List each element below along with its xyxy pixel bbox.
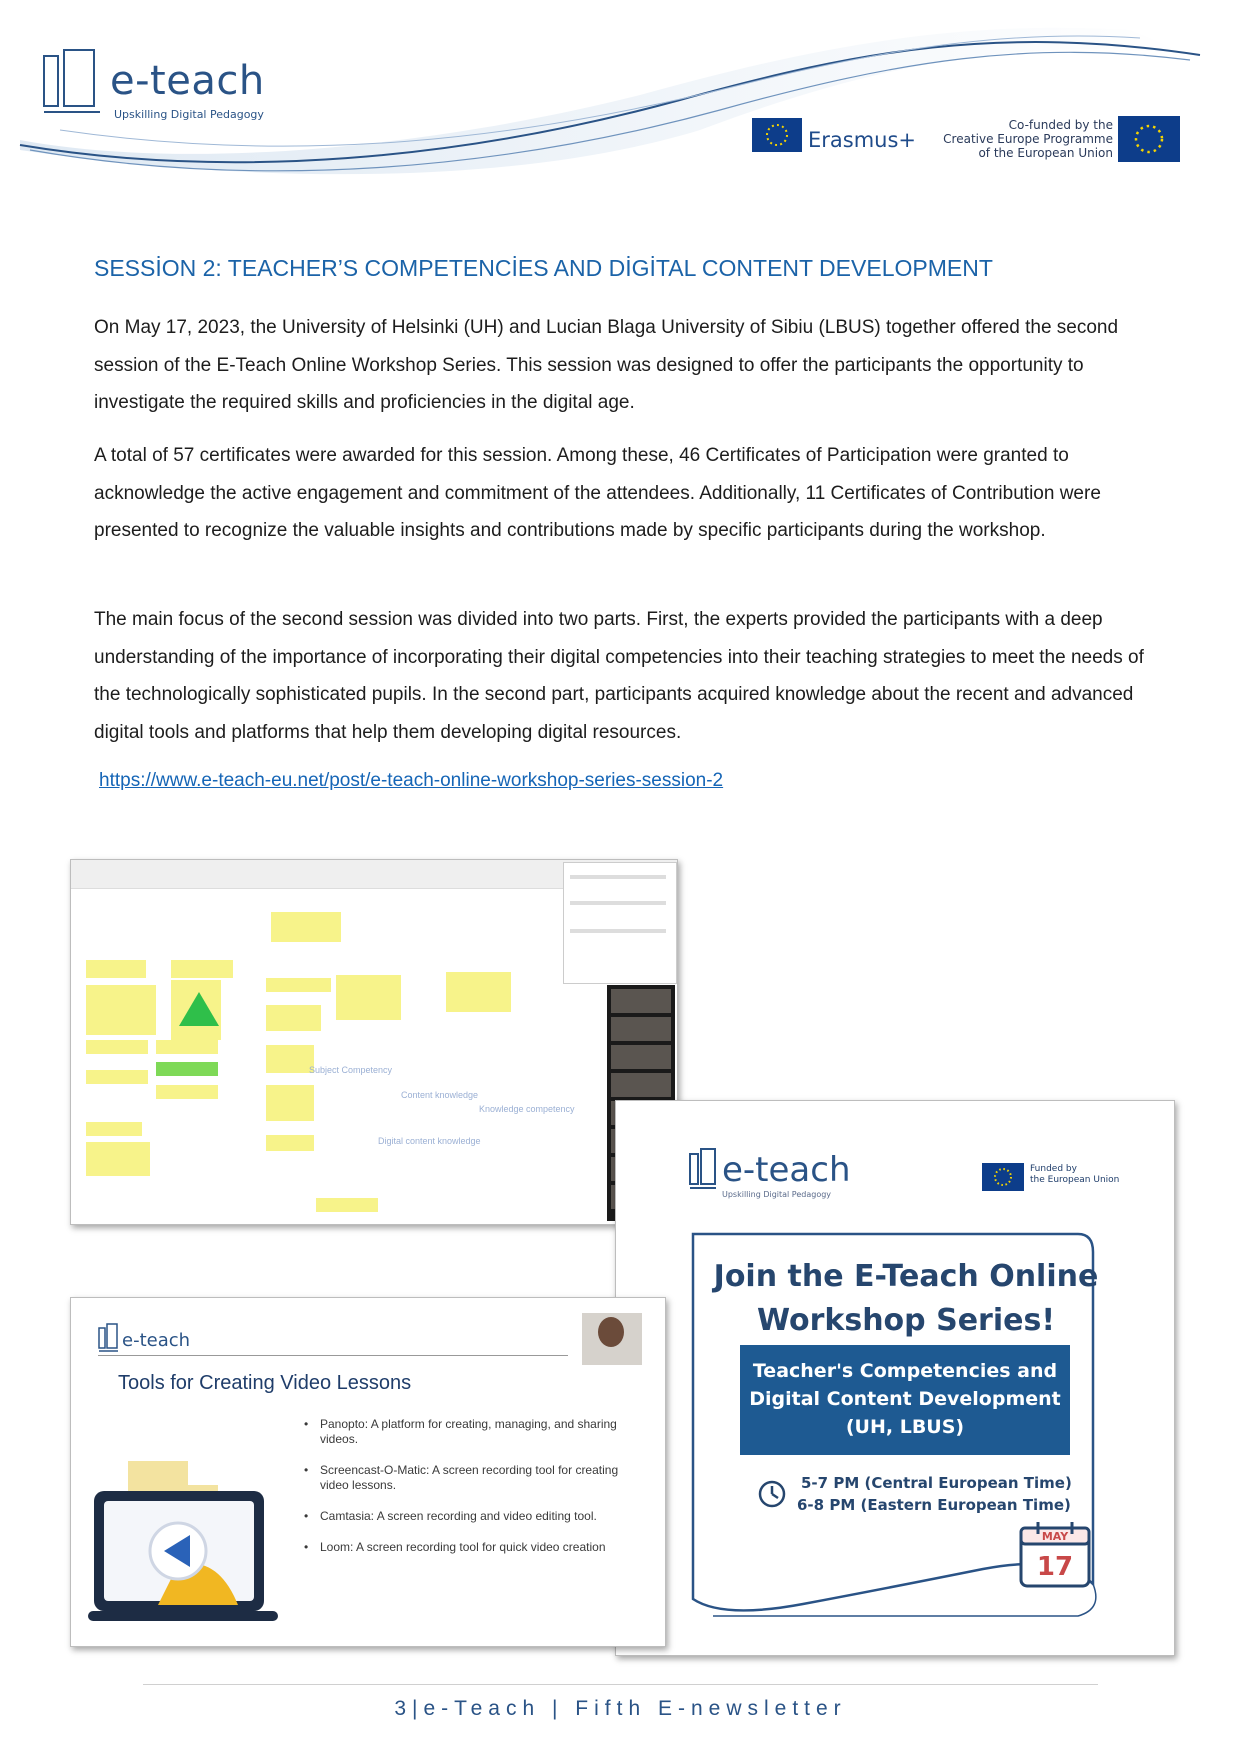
sticky-note bbox=[86, 1070, 148, 1084]
participant-tile bbox=[611, 989, 671, 1013]
article-paragraph: The main focus of the second session was divided into two parts. First, the experts provided the participants with a deep understanding of the importance of incorporating their digital competencies into their teaching strategies to meet the needs of the technologically sophisticated pupils. In the second part, participants acquired knowledge about the recent and advanced digital tools and platforms that help them developing digital resources. bbox=[94, 609, 1144, 743]
sticky-note bbox=[316, 1198, 378, 1212]
sticky-note bbox=[86, 960, 146, 978]
board-word: Content knowledge bbox=[401, 1090, 479, 1100]
cofund-line: Co-funded by the bbox=[1008, 118, 1113, 132]
sticky-note bbox=[266, 1005, 321, 1031]
e-teach-logo-icon bbox=[688, 1146, 718, 1192]
footer-divider bbox=[143, 1684, 1098, 1685]
article-paragraph: A total of 57 certificates were awarded for this session. Among these, 46 Certificates of Participation were granted to acknowledge the active engagement and commitment of the attendees. Additionally, 11 Certificates of Contribution were presented to recognize the valuable insights and contributions made by specific participants during the workshop. bbox=[94, 445, 1101, 541]
participant-tile bbox=[611, 1073, 671, 1097]
session-box-line: Teacher's Competencies and bbox=[752, 1360, 1058, 1382]
funded-line: the European Union bbox=[1030, 1175, 1120, 1185]
eu-flag-icon bbox=[752, 118, 802, 152]
sticky-note bbox=[171, 960, 233, 978]
e-teach-logo-icon bbox=[40, 46, 106, 122]
poster-heading-line: Join the E-Teach Online bbox=[713, 1259, 1099, 1294]
session-box-line: (UH, LBUS) bbox=[845, 1416, 965, 1438]
laptop-play-illustration bbox=[88, 1455, 288, 1635]
sticky-note bbox=[86, 985, 156, 1035]
session-box-line: Digital Content Development bbox=[749, 1388, 1061, 1410]
sticky-note-green bbox=[156, 1062, 218, 1076]
clock-icon bbox=[757, 1479, 787, 1509]
sticky-note bbox=[86, 1142, 150, 1176]
eu-flag-icon bbox=[982, 1163, 1024, 1191]
video-tools-list bbox=[300, 1417, 620, 1571]
poster-heading-line: Workshop Series! bbox=[756, 1303, 1056, 1338]
participant-tile bbox=[611, 1017, 671, 1041]
board-word: Subject Competency bbox=[309, 1065, 393, 1075]
slide-brand: e-teach bbox=[122, 1330, 191, 1351]
whiteboard-screenshot bbox=[70, 859, 678, 1225]
sticky-note bbox=[266, 978, 331, 992]
triangle-shape bbox=[179, 992, 219, 1026]
list-item: • Camtasia: A screen recording and video editing tool. bbox=[300, 1509, 620, 1524]
slide-divider bbox=[98, 1355, 568, 1356]
chat-panel bbox=[563, 862, 677, 984]
participant-tile bbox=[611, 1045, 671, 1069]
article-paragraph: On May 17, 2023, the University of Helsinki (UH) and Lucian Blaga University of Sibiu (LBUS) together offered the second session of the E-Teach Online Workshop Series. This session was designed to offer the participants the opportunity to investigate the required skills and proficiencies in the digital age. bbox=[94, 317, 1119, 413]
poster-time-cet: 5-7 PM (Central European Time) bbox=[801, 1474, 1072, 1492]
funded-by-eu bbox=[1030, 1164, 1119, 1186]
logo-tagline: Upskilling Digital Pedagogy bbox=[114, 108, 264, 121]
list-item: • Panopto: A platform for creating, managing, and sharing videos. bbox=[300, 1417, 620, 1447]
e-teach-logo-icon bbox=[98, 1322, 120, 1354]
list-item: • Loom: A screen recording tool for quick video creation bbox=[300, 1540, 620, 1555]
poster-heading bbox=[700, 1255, 1112, 1343]
logo-text: e-teach bbox=[110, 58, 265, 104]
slide-heading: Tools for Creating Video Lessons bbox=[118, 1372, 412, 1394]
poster-session-box bbox=[740, 1345, 1070, 1455]
board-word: Digital content knowledge bbox=[378, 1136, 481, 1146]
funded-line: Funded by bbox=[1030, 1164, 1077, 1174]
footer-page-label: 3|e-Teach | Fifth E-newsletter bbox=[394, 1697, 847, 1720]
presenter-avatar bbox=[598, 1317, 624, 1347]
sticky-note bbox=[336, 975, 401, 1020]
sticky-note bbox=[266, 1045, 314, 1073]
poster-brand-tagline: Upskilling Digital Pedagogy bbox=[722, 1190, 832, 1199]
calendar-day: 17 bbox=[1036, 1552, 1074, 1582]
erasmus-plus-label: Erasmus+ bbox=[808, 128, 917, 152]
sticky-note bbox=[446, 972, 511, 1012]
session-link[interactable]: https://www.e-teach-eu.net/post/e-teach-online-workshop-series-session-2 bbox=[99, 770, 724, 791]
poster-brand: e-teach bbox=[722, 1150, 851, 1190]
sticky-note bbox=[86, 1122, 142, 1136]
sticky-note bbox=[266, 1135, 314, 1151]
sticky-note bbox=[86, 1040, 148, 1054]
calendar-month: MAY bbox=[1041, 1530, 1069, 1543]
sticky-note bbox=[156, 1085, 218, 1099]
cofunded-statement bbox=[935, 118, 1113, 160]
list-item: • Screencast-O-Matic: A screen recording tool for creating video lessons. bbox=[300, 1463, 620, 1493]
cofund-line: Creative Europe Programme bbox=[943, 132, 1113, 146]
sticky-note bbox=[266, 1085, 314, 1121]
sticky-note bbox=[156, 1040, 218, 1054]
board-word: Knowledge competency bbox=[479, 1104, 575, 1114]
sticky-note bbox=[271, 912, 341, 942]
cofund-line: of the European Union bbox=[978, 146, 1113, 160]
eu-flag-icon bbox=[1118, 116, 1180, 162]
session-title: SESSİON 2: TEACHER’S COMPETENCİES AND DİGİTAL CONTENT DEVELOPMENT bbox=[94, 255, 993, 281]
poster-time-eet: 6-8 PM (Eastern European Time) bbox=[797, 1496, 1071, 1514]
page-header bbox=[0, 0, 1241, 190]
